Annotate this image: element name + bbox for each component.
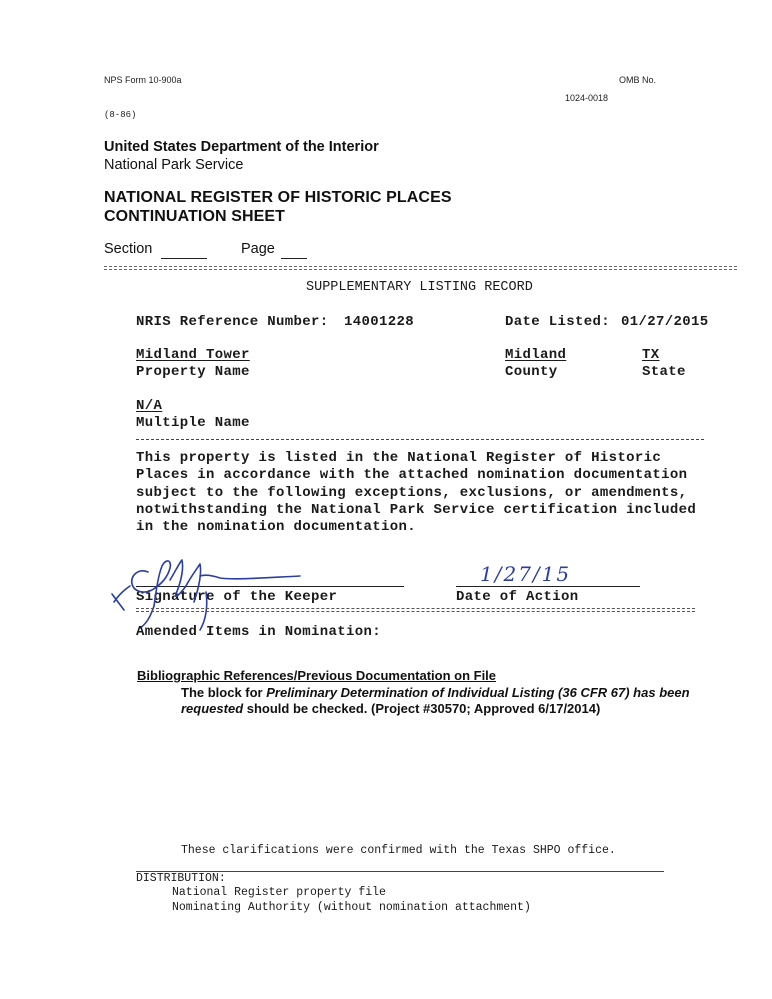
handwritten-action-date: 1/27/15 — [480, 562, 572, 586]
multiple-name-label: Multiple Name — [136, 415, 250, 431]
statement-line: This property is listed in the National Register of Historic — [136, 450, 662, 466]
state: TX — [642, 347, 660, 363]
multiple-name: N/A — [136, 398, 163, 414]
section-blank — [161, 258, 207, 259]
sheet-title-line2: CONTINUATION SHEET — [104, 208, 286, 225]
record-divider — [136, 439, 704, 440]
date-listed-label: Date Listed: — [505, 314, 611, 330]
state-label: State — [642, 364, 686, 380]
distribution-item: National Register property file — [172, 886, 386, 899]
page-label: Page — [241, 241, 275, 257]
amendment-section-heading: Bibliographic References/Previous Documentation on File — [137, 668, 497, 683]
amended-items-label: Amended Items in Nomination: — [136, 624, 382, 640]
record-heading: SUPPLEMENTARY LISTING RECORD — [306, 280, 533, 295]
amendment-text-line1 — [181, 685, 690, 700]
section-label: Section — [104, 241, 153, 257]
header-divider-top — [104, 266, 737, 267]
signature-divider-top — [136, 608, 695, 609]
omb-number: 1024-0018 — [565, 93, 609, 103]
property-name: Midland Tower — [136, 347, 250, 363]
distribution-item: Nominating Authority (without nomination attachment) — [172, 901, 531, 914]
county: Midland — [505, 347, 567, 363]
amendment-text-italic: requested — [181, 701, 244, 716]
service-name: National Park Service — [104, 157, 244, 173]
clarification-note: These clarifications were confirmed with the Texas SHPO office. — [181, 844, 616, 857]
statement-line: notwithstanding the National Park Service certification included — [136, 502, 697, 518]
signature-divider-bottom — [136, 611, 695, 612]
amendment-text-normal: should be checked. (Project #30570; Approved 6/17/2014) — [243, 701, 601, 716]
sheet-title-line1: NATIONAL REGISTER OF HISTORIC PLACES — [104, 189, 452, 206]
ref-number: 14001228 — [344, 314, 415, 330]
header-divider-bottom — [104, 269, 737, 270]
amendment-text-italic: Preliminary Determination of Individual Listing (36 CFR 67) has been — [266, 685, 690, 700]
property-name-label: Property Name — [136, 364, 250, 380]
statement-line: subject to the following exceptions, exclusions, or amendments, — [136, 485, 688, 501]
action-date-line — [456, 586, 640, 587]
keeper-label: Signature of the Keeper — [136, 589, 338, 605]
statement-line: in the nomination documentation. — [136, 519, 417, 535]
action-date-label: Date of Action — [456, 589, 579, 605]
department-name: United States Department of the Interior — [104, 139, 379, 155]
distribution-label: DISTRIBUTION: — [136, 872, 226, 885]
ref-label: NRIS Reference Number: — [136, 314, 329, 330]
amendment-text-line2 — [181, 701, 600, 716]
county-label: County — [505, 364, 558, 380]
amendment-text-normal: The block for — [181, 685, 267, 700]
statement-line: Places in accordance with the attached nomination documentation — [136, 467, 688, 483]
form-revision: (8-86) — [104, 110, 137, 120]
omb-label: OMB No. — [619, 75, 657, 85]
form-number: NPS Form 10-900a — [104, 75, 182, 85]
date-listed: 01/27/2015 — [621, 314, 709, 330]
page-blank — [281, 258, 307, 259]
